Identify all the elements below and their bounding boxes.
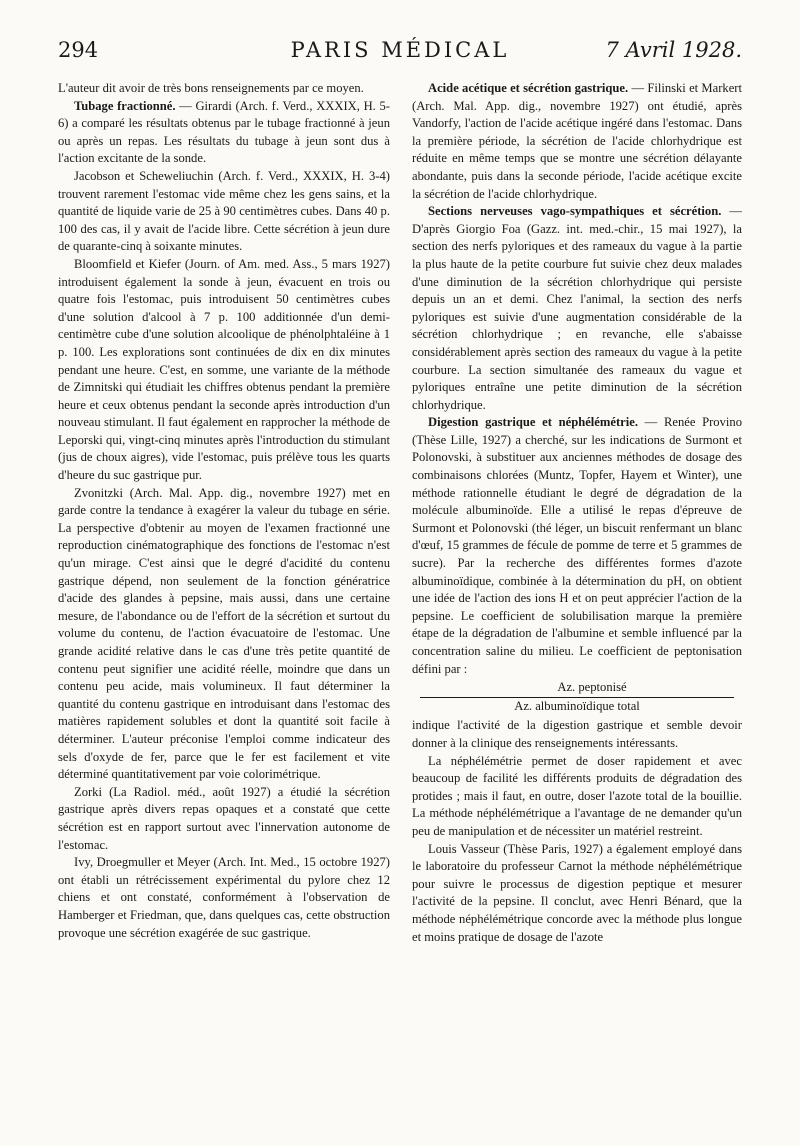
paragraph: Louis Vasseur (Thèse Paris, 1927) a également employé dans le laboratoire du professeur Carnot la méthode néphélémétrique pour suivre le processus de digestion peptique et mesurer l'activité de la pepsine. Il conclut, avec Henri Bénard, que la méthode néphélémétrique concorde avec la méthode plus longue et moins pratique de dosage de l'azote: [412, 841, 742, 944]
fraction-numerator: Az. peptonisé: [557, 680, 627, 695]
paragraph: Acide acétique et sécrétion gastrique. — Filinski et Markert (Arch. Mal. App. dig., novembre 1927) ont étudié, après Vandorfy, l'action de l'acide acétique ingéré dans l'estomac. Dans la première période, la sécrétion de l'acide chlorhydrique est réduite en même temps que se montre une sécrétion délayante abondante, puis dans la seconde période, l'acide acétique excite la sécrétion de l'acide chlorhydrique.: [412, 81, 742, 201]
paragraph: indique l'activité de la digestion gastrique et semble devoir donner à la clinique des renseignements intéressants.: [412, 718, 742, 750]
paragraph: Sections nerveuses vago-sympathiques et sécrétion. — D'après Giorgio Foa (Gazz. int. med.-chir., 15 mai 1927), la section des nerfs pyloriques et des rameaux du vague à la partie la plus haute de la petite courbure fut suivie chez deux malades d'une diminution de la sécrétion chlorhydrique qui persiste depuis un an et demi. Chez l'animal, la section des nerfs pyloriques est suivie d'une augmentation considérable de la sécrétion chlorhydrique ; en revanche, elle s'abaisse considérablement après section des rameaux du vague à la petite courbure. La section simultanée des rameaux du vague et pyloriques entraîne une petite diminution de la sécrétion chlorhydrique.: [412, 204, 743, 412]
section-heading: Acide acétique et sécrétion gastrique.: [428, 81, 629, 95]
paragraph: Jacobson et Scheweliuchin (Arch. f. Verd., XXXIX, H. 3-4) trouvent rarement l'estomac vide même chez les gens sains, et la quantité de liquide varie de 25 à 90 centimètres cubes. Dans 40 p. 100 des cas, il y avait de l'acide libre. Cette sécrétion à jeun dure de quarante-cinq à soixante minutes.: [58, 168, 390, 254]
paragraph: Digestion gastrique et néphélémétrie. — Renée Provino (Thèse Lille, 1927) a cherché, sur les indications de Surmont et Polonovski, à substituer aux anciennes méthodes de dosage des combinaisons chlorées (Muntz, Topfer, Hayem et Winter), une méthode rationnelle étudiant le degré de dégradation de la molécule albuminoïde. Elle a utilisé le repas d'épreuve de Surmont et Polonovski (thé léger, un biscuit renfermant un blanc d'œuf, 15 grammes de fécule de pomme de terre et 5 grammes de sucre). Par la recherche des différentes formes d'azote albuminoïdique, combinée à la détermination du pH, on obtient une idée de l'action des ions H et on peut apprécier l'action de la pepsine. Le coefficient de solubilisation marque la première étape de la dégradation de l'albumine et semble influencé par la concentration saline du milieu. Le coefficient de peptonisation défini par :: [412, 415, 742, 676]
paragraph: Zvonitzki (Arch. Mal. App. dig., novembre 1927) met en garde contre la tendance à exagérer la valeur du tubage en série. La perspective d'obtenir au moyen de l'examen fractionné une reproduction cinématographique des fonctions de l'estomac n'est qu'un mirage. C'est ainsi que le degré d'acidité du contenu gastrique dépend, non seulement de la fonction génératrice d'acide des glandes à pepsine, mais aussi, dans une certaine mesure, de l'abondance ou de l'effort de la sécrétion et surtout du volume du contenu, de l'action évacuatoire de l'estomac. Une grande acidité relative dans le cas d'une très petite quantité de contenu peut signifier une acidité réelle, moindre que dans un contenu peu acide, mais volumineux. Il faut déterminer la quantité du contenu gastrique en introduisant dans l'estomac des matières rapidement solubles et dont la quantité soit facile à déterminer. L'auteur préconise l'emploi comme indicateur des sels d'oxyde de fer, parce que le fer est facilement et vite déterminé quantitativement par voie colorimétrique.: [58, 485, 390, 782]
peptonisation-fraction: [412, 679, 742, 715]
left-column: [58, 80, 390, 942]
section-heading: Digestion gastrique et néphélémétrie.: [428, 415, 638, 430]
issue-date: 7 Avril 1928.: [605, 38, 742, 62]
fraction-denominator: Az. albuminoïdique total: [420, 697, 734, 716]
page-header: [58, 38, 742, 68]
page-number: 294: [58, 38, 99, 62]
section-heading: Tubage fractionné.: [74, 98, 176, 113]
right-column: [412, 80, 742, 946]
paragraph: Zorki (La Radiol. méd., août 1927) a étudié la sécrétion gastrique après divers repas opaques et a constaté que cette sécrétion est en rapport surtout avec l'innervation autonome de l'estomac.: [58, 784, 390, 852]
paragraph: Tubage fractionné. — Girardi (Arch. f. Verd., XXXIX, H. 5-6) a comparé les résultats obtenus par le tubage fractionné à jeun ou après un repas. Les résultats du tubage à jeun sont dus à l'action excitante de la sonde.: [58, 98, 390, 166]
paragraph: Ivy, Droegmuller et Meyer (Arch. Int. Med., 15 octobre 1927) ont établi un rétrécissement expérimental du pylore chez 12 chiens et ont constaté, conformément à l'observation de Hamberger et Friedman, que, dans quelques cas, cette obstruction provoque une sécrétion exagérée de suc gastrique.: [58, 855, 390, 940]
paragraph: La néphélémétrie permet de doser rapidement et avec beaucoup de facilité les différents produits de dégradation des protides ; mais il faut, en outre, doser l'azote total de la bouillie. La méthode néphélémétrique a l'avantage de ne demander qu'un peu de manipulation et de nécessiter un matériel restreint.: [412, 753, 742, 838]
paragraph: L'auteur dit avoir de très bons renseignements par ce moyen.: [58, 81, 364, 95]
section-heading: Sections nerveuses vago-sympathiques et sécrétion.: [428, 204, 722, 219]
journal-title: PARIS MÉDICAL: [290, 38, 510, 62]
paragraph: Bloomfield et Kiefer (Journ. of Am. med. Ass., 5 mars 1927) introduisent également la sonde à jeun, évacuent en trois ou quatre fois l'estomac, puis introduisent 50 centimètres cubes d'une solution d'alcool à 7 p. 100 additionnée d'un demi-centimètre cube d'une solution alcoolique de phénolphtaléine à 1 p. 100. Les explorations sont continuées de dix en dix minutes pendant une heure. C'est, en somme, une variante de la méthode de Zimnitski qui étudiait les chiffres obtenus pendant la première heure et ceux obtenus pendant la seconde après introduction d'un nouveau stimulant. Il faut également en rapprocher la méthode de Leporski qui, vingt-cinq minutes après l'introduction du stimulant (jus de choux aigres), vide l'estomac, puis prélève tous les quarts d'heure du suc gastrique pur.: [58, 256, 390, 483]
